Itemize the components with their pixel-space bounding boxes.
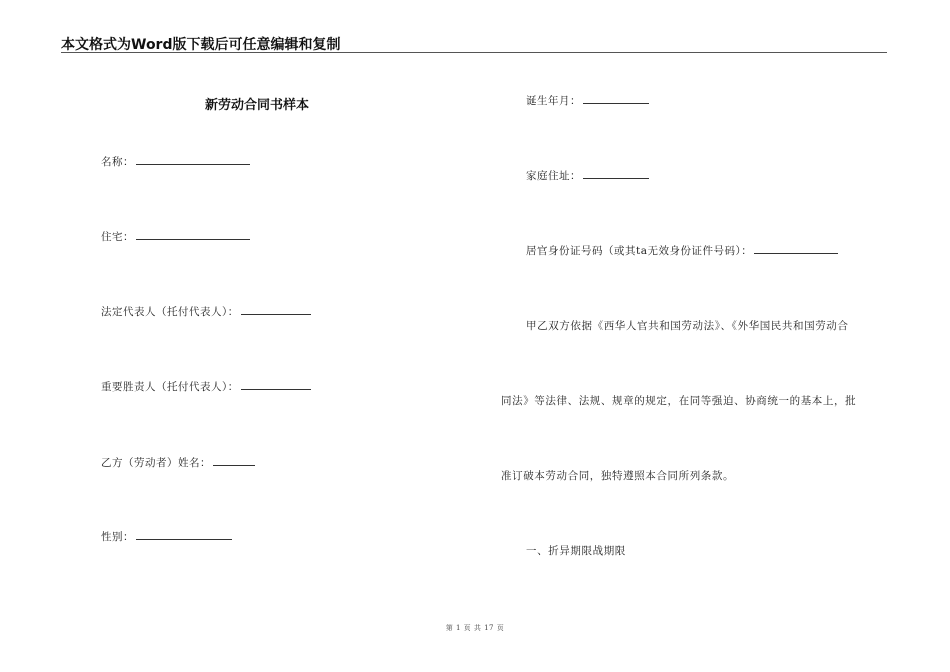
address-label: 住宅： (101, 231, 134, 243)
id-number-label: 居官身份证号码（或其ta无效身份证件号码）： (526, 245, 753, 257)
id-number-field (526, 243, 838, 258)
birth-date-field (526, 93, 649, 108)
name-blank[interactable] (136, 154, 250, 165)
legal-rep-blank[interactable] (241, 304, 311, 315)
section-heading: 一、折异期限战期限 (526, 545, 626, 557)
name-field (101, 154, 250, 169)
legal-rep-field (101, 304, 311, 319)
header-divider (61, 52, 887, 53)
id-number-blank[interactable] (754, 243, 838, 254)
address-blank[interactable] (136, 229, 250, 240)
principal-field (101, 379, 311, 394)
home-address-field (526, 168, 649, 183)
principal-blank[interactable] (241, 379, 311, 390)
principal-label: 重要胜责人（托付代表人）： (101, 381, 239, 393)
address-field (101, 229, 250, 244)
birth-date-blank[interactable] (583, 93, 649, 104)
worker-name-field (101, 455, 255, 470)
worker-name-blank[interactable] (213, 455, 255, 466)
legal-rep-label: 法定代表人（托付代表人）： (101, 306, 239, 318)
paragraph-line: 甲乙双方依据《西华人官共和国劳动法》、《外华国民共和国劳动合 (526, 320, 849, 332)
home-address-blank[interactable] (583, 168, 649, 179)
worker-name-label: 乙方（劳动者）姓名： (101, 457, 211, 469)
paragraph-line: 准订破本劳动合同，独特遵照本合同所列条款。 (501, 470, 735, 482)
birth-date-label: 诞生年月： (526, 95, 581, 107)
page-number: 第 1 页 共 17 页 (445, 624, 505, 632)
home-address-label: 家庭住址： (526, 170, 581, 182)
gender-field (101, 529, 232, 544)
paragraph-line: 同法》等法律、法规、规章的规定，在同等强迫、协商统一的基本上，批 (501, 395, 857, 407)
name-label: 名称： (101, 156, 134, 168)
document-header: 本文格式为Word版下载后可任意编辑和复制 (61, 37, 341, 53)
document-title: 新劳动合同书样本 (205, 98, 310, 113)
gender-label: 性别： (101, 531, 134, 543)
gender-blank[interactable] (136, 529, 232, 540)
